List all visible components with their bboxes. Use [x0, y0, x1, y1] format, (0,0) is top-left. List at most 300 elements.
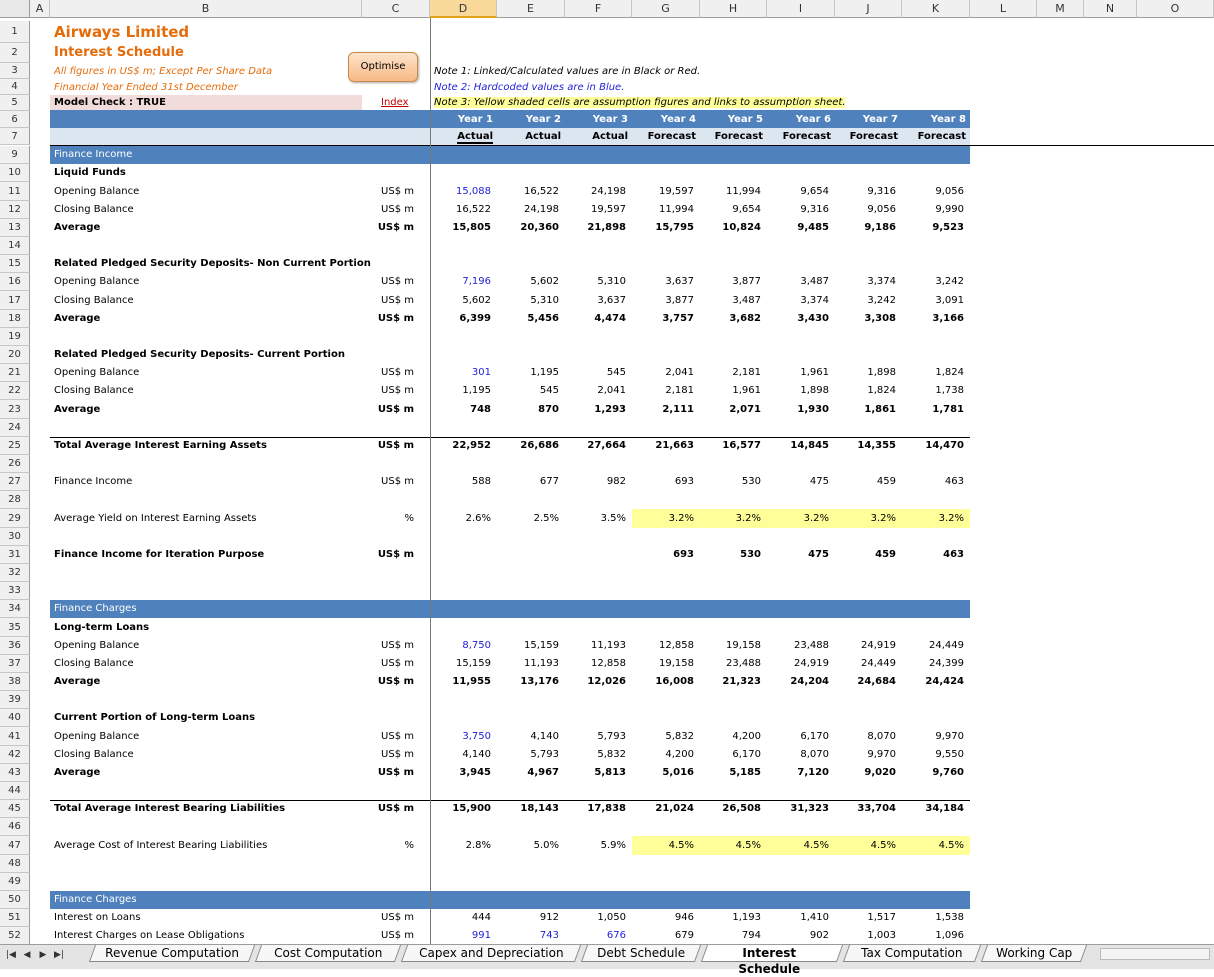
row-header-49[interactable]: 49: [0, 873, 30, 891]
value-cell[interactable]: 4,474: [594, 313, 626, 324]
value-cell[interactable]: 1,930: [797, 404, 829, 415]
value-cell[interactable]: 5,310: [597, 276, 626, 287]
value-cell[interactable]: 12,858: [659, 640, 694, 651]
value-cell[interactable]: 1,781: [932, 404, 964, 415]
next-sheet-icon[interactable]: ▶: [39, 950, 47, 960]
value-cell[interactable]: 530: [741, 476, 761, 487]
value-cell[interactable]: 5,456: [527, 313, 559, 324]
column-header-d[interactable]: D: [430, 0, 497, 18]
value-cell[interactable]: 5,813: [594, 767, 626, 778]
sheet-tab-cost-computation[interactable]: [255, 945, 401, 962]
row-header-15[interactable]: 15: [0, 255, 30, 273]
value-cell[interactable]: 3.2%: [700, 509, 767, 528]
year-header-3: Year 3: [592, 114, 628, 125]
column-header-e[interactable]: E: [497, 0, 565, 18]
row-header-42[interactable]: 42: [0, 746, 30, 764]
value-cell[interactable]: 4,140: [530, 731, 559, 742]
value-cell[interactable]: 17,838: [587, 803, 626, 814]
row-header-17[interactable]: 17: [0, 291, 30, 310]
value-cell[interactable]: 3,637: [597, 295, 626, 306]
value-cell[interactable]: 8,070: [867, 731, 896, 742]
value-cell[interactable]: 545: [539, 385, 559, 396]
column-header-i[interactable]: I: [767, 0, 835, 18]
value-cell[interactable]: 459: [875, 549, 896, 560]
period-label: Forecast: [782, 131, 831, 142]
sheet-tab-interest-schedule[interactable]: [701, 945, 843, 976]
value-cell[interactable]: 5,832: [665, 731, 694, 742]
value-cell[interactable]: 4,200: [665, 749, 694, 760]
row-header-5[interactable]: 5: [0, 95, 30, 111]
row-header-7[interactable]: 7: [0, 128, 30, 145]
value-cell[interactable]: 2,041: [597, 385, 626, 396]
value-cell[interactable]: 12,026: [587, 676, 626, 687]
row-label: Finance Income: [54, 476, 133, 487]
value-cell[interactable]: 301: [471, 367, 491, 378]
value-cell[interactable]: 1,898: [867, 367, 896, 378]
row-header-27[interactable]: 27: [0, 473, 30, 491]
column-header-a[interactable]: A: [30, 0, 50, 18]
value-cell[interactable]: 21,024: [655, 803, 694, 814]
sheet-tab-revenue-computation[interactable]: [89, 945, 255, 962]
optimise-button[interactable]: Optimise: [348, 52, 418, 82]
value-cell[interactable]: 3,166: [932, 313, 964, 324]
value-cell[interactable]: [565, 546, 632, 564]
value-cell[interactable]: 463: [943, 549, 964, 560]
row-header-47[interactable]: 47: [0, 836, 30, 855]
value-cell[interactable]: 11,994: [726, 186, 761, 197]
value-cell[interactable]: 1,096: [935, 930, 964, 941]
value-cell[interactable]: 545: [606, 367, 626, 378]
value-cell[interactable]: 19,597: [591, 204, 626, 215]
value-cell[interactable]: 8,750: [462, 640, 491, 651]
value-cell[interactable]: 4.5%: [835, 836, 902, 855]
value-cell[interactable]: 6,170: [732, 749, 761, 760]
unit-label: US$ m: [377, 549, 414, 560]
period-label: Forecast: [917, 131, 966, 142]
last-sheet-icon[interactable]: ▶|: [54, 950, 64, 960]
value-cell[interactable]: 676: [606, 930, 626, 941]
row-header-11[interactable]: 11: [0, 182, 30, 201]
value-cell[interactable]: 20,360: [520, 222, 559, 233]
value-cell[interactable]: 18,143: [520, 803, 559, 814]
value-cell[interactable]: 14,845: [790, 440, 829, 451]
value-cell[interactable]: 3.2%: [632, 509, 700, 528]
value-cell[interactable]: 459: [876, 476, 896, 487]
column-header-m[interactable]: M: [1037, 0, 1084, 18]
value-cell[interactable]: 26,508: [722, 803, 761, 814]
row-header-19[interactable]: 19: [0, 328, 30, 346]
value-cell[interactable]: 2,181: [732, 367, 761, 378]
row-header-9[interactable]: 9: [0, 146, 30, 164]
value-cell[interactable]: 794: [741, 930, 761, 941]
value-cell[interactable]: 24,198: [524, 204, 559, 215]
select-all-corner[interactable]: [0, 0, 30, 18]
value-cell[interactable]: 1,961: [732, 385, 761, 396]
value-cell[interactable]: 24,684: [857, 676, 896, 687]
row-header-35[interactable]: 35: [0, 618, 30, 637]
row-header-13[interactable]: 13: [0, 219, 30, 237]
value-cell[interactable]: 475: [809, 476, 829, 487]
unit-label: US$ m: [381, 204, 414, 215]
row-label: Total Average Interest Bearing Liabilities: [54, 803, 286, 814]
value-cell[interactable]: 33,704: [857, 803, 896, 814]
value-cell[interactable]: 2,111: [662, 404, 694, 415]
value-cell[interactable]: 7,196: [462, 276, 491, 287]
value-cell[interactable]: 5,602: [530, 276, 559, 287]
value-cell[interactable]: 3,374: [867, 276, 896, 287]
value-cell[interactable]: 31,323: [790, 803, 829, 814]
row-header-18[interactable]: 18: [0, 310, 30, 328]
row-label: Opening Balance: [54, 186, 140, 197]
value-cell[interactable]: 679: [674, 930, 694, 941]
value-cell[interactable]: 21,898: [587, 222, 626, 233]
row-header-33[interactable]: 33: [0, 582, 30, 600]
row-header-31[interactable]: 31: [0, 546, 30, 564]
row-label: Interest Charges on Lease Obligations: [54, 930, 245, 941]
row-header-44[interactable]: 44: [0, 782, 30, 800]
value-cell[interactable]: 9,020: [864, 767, 896, 778]
value-cell[interactable]: 3,945: [459, 767, 491, 778]
row-header-28[interactable]: 28: [0, 491, 30, 509]
column-header-o[interactable]: O: [1137, 0, 1214, 18]
row-header-39[interactable]: 39: [0, 691, 30, 709]
value-cell[interactable]: 530: [740, 549, 761, 560]
value-cell[interactable]: 982: [606, 476, 626, 487]
unit-label: US$ m: [381, 476, 414, 487]
year-header-7: Year 7: [862, 114, 898, 125]
value-cell[interactable]: 2.6%: [465, 513, 491, 524]
index-link[interactable]: Index: [381, 97, 409, 108]
row-header-46[interactable]: 46: [0, 818, 30, 836]
value-cell[interactable]: 19,597: [659, 186, 694, 197]
row-label: Total Average Interest Earning Assets: [54, 440, 267, 451]
value-cell[interactable]: 1,961: [800, 367, 829, 378]
value-cell[interactable]: 3,750: [462, 731, 491, 742]
value-cell[interactable]: 1,824: [867, 385, 896, 396]
value-cell[interactable]: 912: [539, 912, 559, 923]
value-cell[interactable]: 11,193: [591, 640, 626, 651]
value-cell[interactable]: 3,242: [935, 276, 964, 287]
value-cell[interactable]: 1,538: [935, 912, 964, 923]
period-header-5: [700, 128, 767, 145]
value-cell[interactable]: 23,488: [726, 658, 761, 669]
value-cell[interactable]: 4.5%: [902, 836, 970, 855]
column-header-g[interactable]: G: [632, 0, 700, 18]
row-header-40[interactable]: 40: [0, 709, 30, 727]
value-cell[interactable]: 3,308: [864, 313, 896, 324]
value-cell[interactable]: 16,008: [655, 676, 694, 687]
value-cell[interactable]: 12,858: [591, 658, 626, 669]
row-header-29[interactable]: 29: [0, 509, 30, 528]
value-cell[interactable]: 15,795: [655, 222, 694, 233]
value-cell[interactable]: 14,355: [857, 440, 896, 451]
value-cell[interactable]: 1,861: [864, 404, 896, 415]
column-header-f[interactable]: F: [565, 0, 632, 18]
value-cell[interactable]: 24,449: [861, 658, 896, 669]
value-cell[interactable]: 23,488: [794, 640, 829, 651]
value-cell[interactable]: 9,990: [935, 204, 964, 215]
row-header-43[interactable]: 43: [0, 764, 30, 782]
sheet-tab-label: Revenue Computation: [105, 946, 240, 960]
value-cell[interactable]: 5,016: [662, 767, 694, 778]
value-cell[interactable]: 463: [944, 476, 964, 487]
row-header-25[interactable]: 25: [0, 437, 30, 455]
value-cell[interactable]: 870: [538, 404, 559, 415]
row-header-52[interactable]: 52: [0, 927, 30, 944]
value-cell[interactable]: 16,522: [456, 204, 491, 215]
value-cell[interactable]: 24,204: [790, 676, 829, 687]
value-cell[interactable]: 15,159: [456, 658, 491, 669]
row-header-21[interactable]: 21: [0, 364, 30, 382]
value-cell[interactable]: 475: [808, 549, 829, 560]
value-cell[interactable]: 2.5%: [533, 513, 559, 524]
value-cell[interactable]: 1,003: [867, 930, 896, 941]
value-cell[interactable]: 3,487: [732, 295, 761, 306]
value-cell[interactable]: 1,517: [867, 912, 896, 923]
row-header-6[interactable]: 6: [0, 111, 30, 128]
row-header-3[interactable]: 3: [0, 63, 30, 79]
value-cell[interactable]: 3,091: [935, 295, 964, 306]
value-cell[interactable]: 1,195: [462, 385, 491, 396]
value-cell[interactable]: 5,185: [729, 767, 761, 778]
value-cell[interactable]: 14,470: [925, 440, 964, 451]
value-cell[interactable]: 3,877: [732, 276, 761, 287]
column-header-h[interactable]: H: [700, 0, 767, 18]
value-cell[interactable]: [430, 546, 497, 564]
column-header-j[interactable]: J: [835, 0, 902, 18]
column-header-b[interactable]: B: [50, 0, 362, 18]
value-cell[interactable]: 3,487: [800, 276, 829, 287]
section-band: [50, 600, 970, 618]
unit-label: US$ m: [377, 404, 414, 415]
value-cell[interactable]: 3,877: [665, 295, 694, 306]
value-cell[interactable]: 3,374: [800, 295, 829, 306]
value-cell[interactable]: 4,140: [462, 749, 491, 760]
column-header-c[interactable]: C: [362, 0, 430, 18]
value-cell[interactable]: 5,793: [530, 749, 559, 760]
row-header-2[interactable]: 2: [0, 43, 30, 63]
value-cell[interactable]: 1,738: [935, 385, 964, 396]
value-cell[interactable]: 1,050: [597, 912, 626, 923]
value-cell[interactable]: 1,193: [732, 912, 761, 923]
horizontal-scrollbar[interactable]: [1100, 948, 1210, 960]
value-cell[interactable]: 3.5%: [600, 513, 626, 524]
value-cell[interactable]: 1,824: [935, 367, 964, 378]
value-cell[interactable]: 21,663: [655, 440, 694, 451]
sheet-tab-tax-computation[interactable]: [843, 945, 981, 962]
value-cell[interactable]: 2,041: [665, 367, 694, 378]
value-cell[interactable]: 26,686: [520, 440, 559, 451]
value-cell[interactable]: 15,805: [452, 222, 491, 233]
row-header-14[interactable]: 14: [0, 237, 30, 255]
sheet-tab-bar: [0, 944, 1214, 976]
sheet-tab-debt-schedule[interactable]: [581, 945, 701, 962]
row-label: Closing Balance: [54, 385, 134, 396]
value-cell[interactable]: 9,654: [732, 204, 761, 215]
value-cell[interactable]: 2,071: [729, 404, 761, 415]
value-cell[interactable]: 9,056: [867, 204, 896, 215]
unit-label: US$ m: [381, 367, 414, 378]
value-cell[interactable]: 5,793: [597, 731, 626, 742]
value-cell[interactable]: 15,159: [524, 640, 559, 651]
value-cell[interactable]: 5,602: [462, 295, 491, 306]
value-cell[interactable]: 11,193: [524, 658, 559, 669]
column-header-n[interactable]: N: [1084, 0, 1137, 18]
value-cell[interactable]: 1,410: [800, 912, 829, 923]
value-cell[interactable]: 3,682: [729, 313, 761, 324]
value-cell[interactable]: 3.2%: [767, 509, 835, 528]
value-cell[interactable]: 3.2%: [835, 509, 902, 528]
year-header-6: Year 6: [795, 114, 831, 125]
row-header-20[interactable]: 20: [0, 346, 30, 364]
row-header-10[interactable]: 10: [0, 164, 30, 182]
value-cell[interactable]: 9,485: [797, 222, 829, 233]
row-header-36[interactable]: 36: [0, 637, 30, 655]
value-cell[interactable]: 9,316: [800, 204, 829, 215]
row-header-22[interactable]: 22: [0, 382, 30, 400]
row-label: Finance Income for Iteration Purpose: [54, 549, 265, 560]
value-cell[interactable]: 24,449: [929, 640, 964, 651]
unit-label: %: [404, 513, 414, 524]
row-label: Long-term Loans: [54, 622, 150, 633]
unit-label: US$ m: [381, 930, 414, 941]
unit-label: US$ m: [381, 640, 414, 651]
row-header-51[interactable]: 51: [0, 909, 30, 927]
row-header-30[interactable]: 30: [0, 528, 30, 546]
value-cell[interactable]: 15,900: [452, 803, 491, 814]
value-cell[interactable]: 946: [674, 912, 694, 923]
value-cell[interactable]: 19,158: [659, 658, 694, 669]
value-cell[interactable]: 24,424: [925, 676, 964, 687]
row-header-41[interactable]: 41: [0, 727, 30, 746]
value-cell[interactable]: 743: [539, 930, 559, 941]
value-cell[interactable]: 24,399: [929, 658, 964, 669]
row-label: Average: [54, 676, 101, 687]
value-cell[interactable]: 24,198: [591, 186, 626, 197]
value-cell[interactable]: 5,832: [597, 749, 626, 760]
row-header-34[interactable]: 34: [0, 600, 30, 618]
row-header-32[interactable]: 32: [0, 564, 30, 582]
row-label: Closing Balance: [54, 204, 134, 215]
value-cell[interactable]: 16,577: [722, 440, 761, 451]
period-label: Actual: [525, 131, 561, 142]
value-cell[interactable]: 9,186: [864, 222, 896, 233]
value-cell[interactable]: 4.5%: [700, 836, 767, 855]
period-header-6: [767, 128, 835, 145]
value-cell[interactable]: 5.9%: [600, 840, 626, 851]
column-header-k[interactable]: K: [902, 0, 970, 18]
value-cell[interactable]: 7,120: [797, 767, 829, 778]
value-cell[interactable]: 9,760: [932, 767, 964, 778]
first-sheet-icon[interactable]: |◀: [6, 950, 16, 960]
row-header-12[interactable]: 12: [0, 201, 30, 219]
note-1: Note 1: Linked/Calculated values are in Black or Red.: [434, 66, 701, 77]
row-header-1[interactable]: 1: [0, 21, 30, 43]
value-cell[interactable]: 13,176: [520, 676, 559, 687]
value-cell[interactable]: 3,637: [665, 276, 694, 287]
value-cell[interactable]: 4,967: [527, 767, 559, 778]
row-header-26[interactable]: 26: [0, 455, 30, 473]
value-cell[interactable]: 3.2%: [902, 509, 970, 528]
value-cell[interactable]: 11,955: [452, 676, 491, 687]
sheet-tab-working-cap[interactable]: [981, 945, 1087, 962]
value-cell[interactable]: 11,994: [659, 204, 694, 215]
row-header-16[interactable]: 16: [0, 273, 30, 291]
value-cell[interactable]: 5,310: [530, 295, 559, 306]
column-header-l[interactable]: L: [970, 0, 1037, 18]
value-cell[interactable]: 34,184: [925, 803, 964, 814]
row-header-45[interactable]: 45: [0, 800, 30, 818]
row-header-50[interactable]: 50: [0, 891, 30, 909]
value-cell[interactable]: 9,316: [867, 186, 896, 197]
value-cell[interactable]: 9,654: [800, 186, 829, 197]
row-header-37[interactable]: 37: [0, 655, 30, 673]
value-cell[interactable]: 6,399: [459, 313, 491, 324]
value-cell[interactable]: 15,088: [456, 186, 491, 197]
value-cell[interactable]: 27,664: [587, 440, 626, 451]
company-title: Airways Limited: [54, 23, 190, 41]
value-cell[interactable]: 10,824: [722, 222, 761, 233]
value-cell[interactable]: 3,430: [797, 313, 829, 324]
value-cell[interactable]: 9,970: [935, 731, 964, 742]
value-cell[interactable]: 22,952: [452, 440, 491, 451]
row-header-24[interactable]: 24: [0, 419, 30, 437]
prev-sheet-icon[interactable]: ◀: [23, 950, 31, 960]
row-header-4[interactable]: 4: [0, 79, 30, 95]
value-cell[interactable]: 9,523: [932, 222, 964, 233]
value-cell[interactable]: 9,550: [935, 749, 964, 760]
value-cell[interactable]: 24,919: [861, 640, 896, 651]
value-cell[interactable]: 19,158: [726, 640, 761, 651]
unit-label: US$ m: [377, 440, 414, 451]
row-label: Current Portion of Long-term Loans: [54, 712, 256, 723]
value-cell[interactable]: 21,323: [722, 676, 761, 687]
value-cell[interactable]: 2.8%: [465, 840, 491, 851]
value-cell[interactable]: 693: [673, 549, 694, 560]
value-cell[interactable]: 2,181: [665, 385, 694, 396]
value-cell[interactable]: 1,195: [530, 367, 559, 378]
value-cell[interactable]: 4,200: [732, 731, 761, 742]
value-cell[interactable]: 902: [809, 930, 829, 941]
sheet-tab-capex-and-depreciation[interactable]: [401, 945, 581, 962]
value-cell[interactable]: 1,898: [800, 385, 829, 396]
value-cell[interactable]: 6,170: [800, 731, 829, 742]
sheet-tab-label: Tax Computation: [861, 946, 963, 960]
row-header-23[interactable]: 23: [0, 400, 30, 419]
section-title: Finance Income: [54, 149, 133, 160]
row-header-38[interactable]: 38: [0, 673, 30, 691]
value-cell[interactable]: 8,070: [800, 749, 829, 760]
value-cell[interactable]: 3,757: [662, 313, 694, 324]
value-cell[interactable]: 748: [470, 404, 491, 415]
value-cell[interactable]: 4.5%: [767, 836, 835, 855]
value-cell[interactable]: 1,293: [594, 404, 626, 415]
value-cell[interactable]: 693: [674, 476, 694, 487]
value-cell[interactable]: 9,056: [935, 186, 964, 197]
value-cell[interactable]: 588: [471, 476, 491, 487]
value-cell[interactable]: 991: [471, 930, 491, 941]
value-cell[interactable]: 24,919: [794, 658, 829, 669]
value-cell[interactable]: 3,242: [867, 295, 896, 306]
value-cell[interactable]: 9,970: [867, 749, 896, 760]
value-cell[interactable]: 444: [471, 912, 491, 923]
row-header-48[interactable]: 48: [0, 855, 30, 873]
value-cell[interactable]: 677: [539, 476, 559, 487]
value-cell[interactable]: 5.0%: [533, 840, 559, 851]
value-cell[interactable]: 16,522: [524, 186, 559, 197]
value-cell[interactable]: [497, 546, 565, 564]
value-cell[interactable]: 4.5%: [632, 836, 700, 855]
